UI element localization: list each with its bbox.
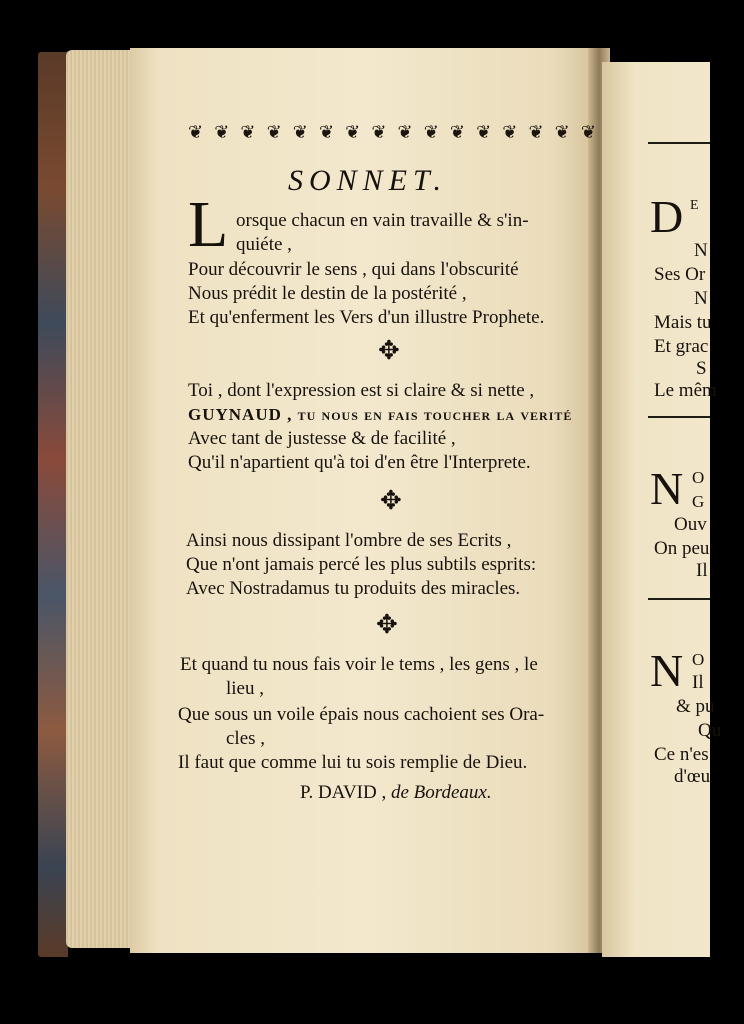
signature (300, 782, 492, 804)
right-line: Qu (698, 720, 722, 741)
signature-place: de Bordeaux. (390, 782, 492, 803)
right-cap-rest: E (690, 198, 699, 213)
ornament-icon: ❦ (188, 122, 204, 142)
ornament-icon: ❦ (292, 122, 308, 142)
ornament-icon: ❦ (318, 122, 335, 142)
right-line: d'œu (674, 766, 711, 787)
ornament-icon: ❦ (502, 122, 518, 142)
signature-name: P. DAVID , (300, 782, 387, 803)
fleuron-icon: ✥ (376, 610, 398, 639)
verse-line: cles , (226, 728, 266, 749)
ornament-icon: ❦ (240, 122, 256, 142)
section-rule (648, 598, 710, 600)
verse-line: Toi , dont l'expression est si claire & si nette , (188, 380, 535, 401)
right-line: N (694, 240, 708, 261)
ornament-icon: ❦ (449, 122, 465, 142)
ornament-icon: ❦ (423, 122, 439, 142)
ornament-icon: ❦ (554, 122, 570, 142)
right-drop-cap: D (650, 191, 684, 242)
right-line: On peu (654, 538, 710, 559)
book-cover-edge (38, 52, 68, 957)
page-block-edge (66, 50, 140, 948)
drop-cap: L (188, 188, 229, 261)
verse-line: Avec tant de justesse & de facilité , (188, 428, 456, 449)
section-rule (648, 416, 710, 418)
verse-line: lieu , (226, 678, 264, 699)
right-cap-rest: O (692, 468, 705, 487)
verse-line: Ainsi nous dissipant l'ombre de ses Ecrits , (186, 530, 512, 551)
verse-line: orsque chacun en vain travaille & s'in- (236, 210, 529, 231)
verse-line: Que n'ont jamais percé les plus subtils esprits: (186, 554, 537, 575)
right-cap-rest: O (692, 650, 705, 669)
ornament-icon: ❦ (580, 122, 596, 142)
right-line: Il (692, 672, 704, 693)
ornament-icon: ❦ (397, 122, 413, 142)
right-drop-cap: N (650, 463, 684, 514)
fleuron-icon: ✥ (378, 336, 400, 365)
right-line: & pu (676, 696, 715, 717)
ornament-icon: ❦ (345, 122, 361, 142)
right-line: Et grac (654, 336, 709, 357)
verse-line: Qu'il n'apartient qu'à toi d'en être l'Interprete. (188, 452, 531, 473)
fleuron-icon: ✥ (380, 486, 402, 515)
right-line: S (696, 358, 707, 379)
right-line: N (694, 288, 708, 309)
right-line: Le mêm (654, 380, 717, 401)
right-line: Mais tu (654, 312, 712, 333)
ornament-icon: ❦ (266, 122, 282, 142)
ornament-icon: ❦ (214, 122, 230, 142)
ornament-icon: ❦ (476, 122, 492, 142)
ornament-icon: ❦ (371, 122, 387, 142)
right-drop-cap: N (650, 645, 684, 696)
sonnet-title: SONNET. (288, 164, 447, 197)
ornament-icon: ❦ (528, 122, 544, 142)
verse-line: quiéte , (236, 234, 292, 255)
right-line: Il (696, 560, 708, 581)
right-line: Ce n'es (654, 744, 709, 765)
verse-line: Et quand tu nous fais voir le tems , les gens , le (180, 654, 538, 675)
verse-line: Que sous un voile épais nous cachoient ses Ora- (178, 704, 545, 725)
verse-line: Et qu'enferment les Vers d'un illustre Prophete. (188, 307, 545, 328)
right-line: G (692, 492, 705, 511)
verse-line: Il faut que comme lui tu sois remplie de Dieu. (178, 752, 528, 773)
header-ornament-band (188, 121, 596, 143)
right-line: Ouv (674, 514, 707, 535)
verse-line: Nous prédit le destin de la postérité , (188, 283, 467, 304)
section-rule (648, 142, 710, 144)
verse-line: Avec Nostradamus tu produits des miracles. (186, 578, 521, 599)
right-line: Ses Or (654, 264, 706, 285)
verse-line: GUYNAUD , tu nous en fais toucher la verité (188, 405, 573, 424)
verse-line: Pour découvrir le sens , qui dans l'obscurité (188, 259, 519, 280)
